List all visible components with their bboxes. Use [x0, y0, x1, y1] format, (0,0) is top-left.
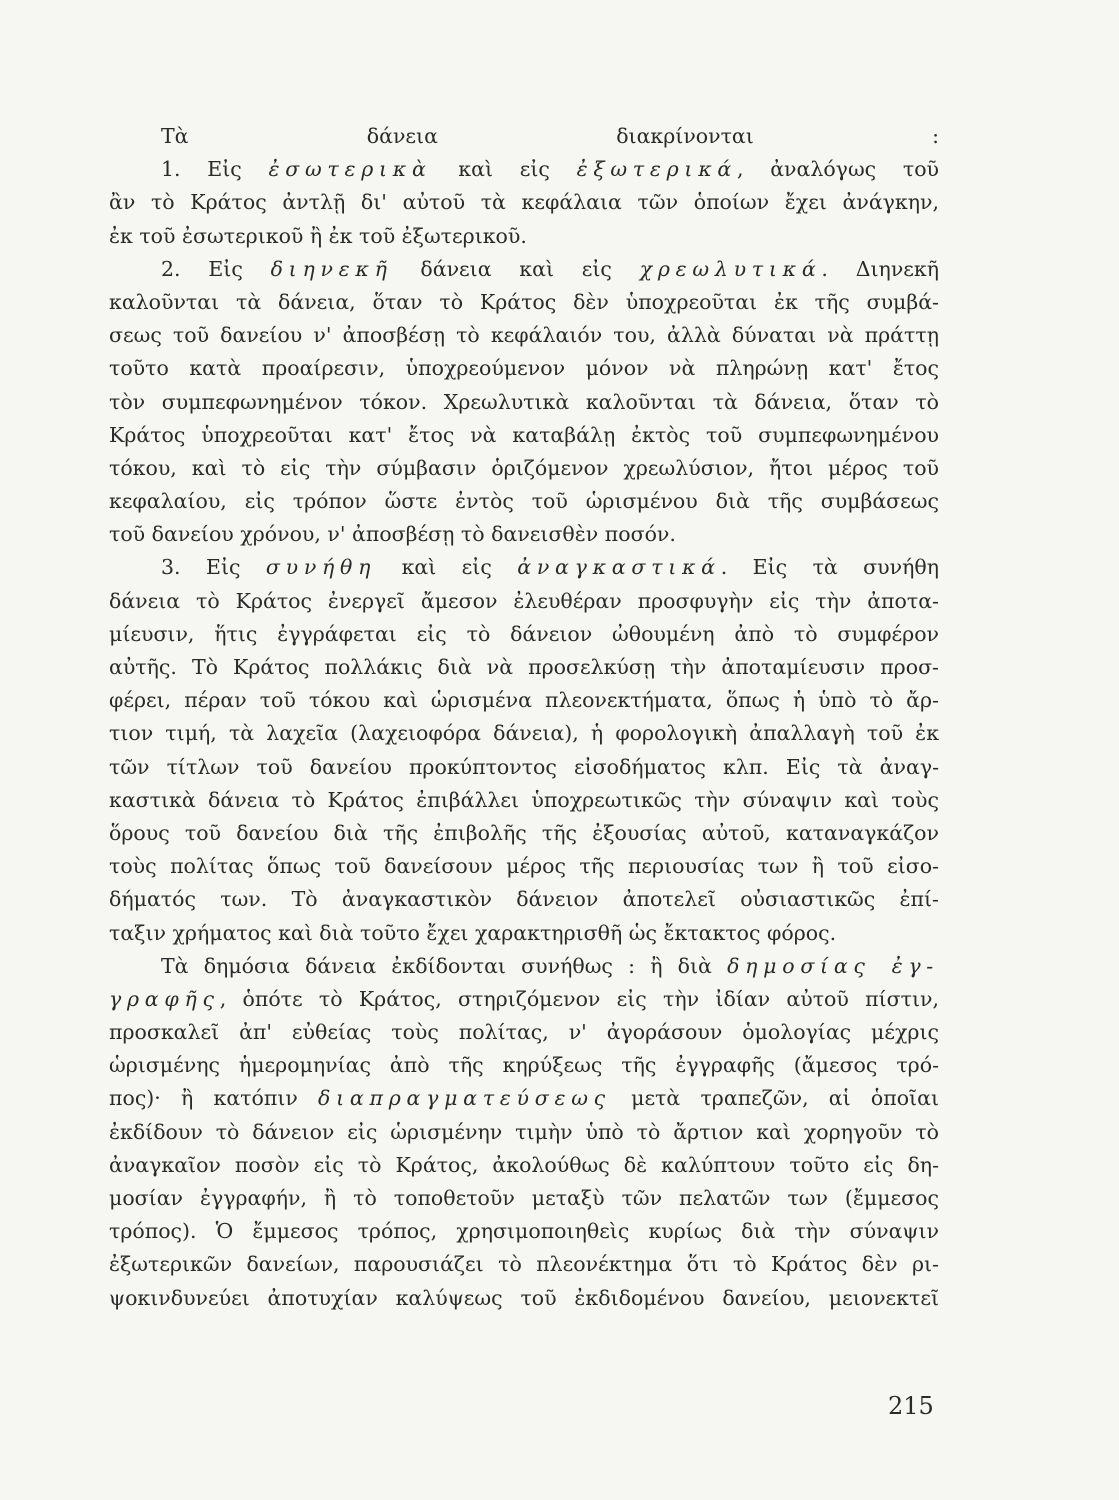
text-line: τὸν συμπεφωνημένον τόκον. Χρεωλυτικὰ καλοῦνται τὰ δάνεια, ὅταν τὸ [109, 389, 939, 414]
text-line: τῶν τίτλων τοῦ δανείου προκύπτοντος εἰσοδήματος κλπ. Εἰς τὰ ἀναγ- [109, 754, 939, 779]
text-line: ὅρους τοῦ δανείου διὰ τῆς ἐπιβολῆς τῆς ἐξουσίας αὐτοῦ, καταναγκάζον [109, 820, 939, 845]
text-line: δάνεια τὸ Κράτος ἐνεργεῖ ἄμεσον ἐλευθέραν προσφυγὴν εἰς τὴν ἀποτα- [109, 588, 939, 613]
text-line: μίευσιν, ἥτις ἐγγράφεται εἰς τὸ δάνειον ὠθουμένη ἀπὸ τὸ συμφέρον [109, 621, 939, 646]
text-line: ἂν τὸ Κράτος ἀντλῇ δι' αὐτοῦ τὰ κεφάλαια τῶν ὁποίων ἔχει ἀνάγκην, [109, 190, 939, 215]
spaced-term: διαπραγματεύσεως [318, 1086, 611, 1111]
text-line: πος)· ἢ κατόπιν διαπραγματεύσεως μετὰ τραπεζῶν, αἱ ὁποῖαι [109, 1086, 939, 1111]
text-line: ἐκ τοῦ ἐσωτερικοῦ ἢ ἐκ τοῦ ἐξωτερικοῦ. [109, 223, 527, 248]
text-line: ταξιν χρήματος καὶ διὰ τοῦτο ἔχει χαρακτηρισθῆ ὡς ἔκτακτος φόρος. [109, 920, 837, 945]
text-line: ἀναγκαῖον ποσὸν εἰς τὸ Κράτος, ἀκολούθως δὲ καλύπτουν τοῦτο εἰς δη- [109, 1152, 939, 1177]
text-line: τιον τιμή, τὰ λαχεῖα (λαχειοφόρα δάνεια), ἡ φορολογικὴ ἀπαλλαγὴ τοῦ ἐκ [109, 721, 939, 746]
text-line: Τὰ δάνεια διακρίνονται : [161, 124, 939, 148]
text-line: 2. Εἰς διηνεκῆ δάνεια καὶ εἰς χρεωλυτικά. Διηνεκῆ [161, 256, 939, 281]
text-line: καλοῦνται τὰ δάνεια, ὅταν τὸ Κράτος δὲν ὑποχρεοῦται ἐκ τῆς συμβά- [109, 289, 939, 314]
spaced-term: δημοσίας ἐγ- [727, 953, 939, 978]
page-number: 215 [888, 1392, 934, 1420]
text-line: προσκαλεῖ ἀπ' εὐθείας τοὺς πολίτας, ν' ἀγοράσουν ὁμολογίας μέχρις [109, 1020, 939, 1045]
spaced-term: ἐσωτερικὰ [268, 157, 432, 182]
text-line: σεως τοῦ δανείου ν' ἀποσβέσῃ τὸ κεφάλαιόν του, ἀλλὰ δύναται νὰ πράττῃ [109, 323, 939, 348]
text-line: φέρει, πέραν τοῦ τόκου καὶ ὡρισμένα πλεονεκτήματα, ὅπως ἡ ὑπὸ τὸ ἄρ- [109, 688, 939, 713]
spaced-term: συνήθη [265, 555, 377, 580]
spaced-term: ἀναγκαστικά [517, 555, 721, 580]
spaced-term: γραφῆς [109, 986, 220, 1011]
text-line: 3. Εἰς συνήθη καὶ εἰς ἀναγκαστικά. Εἰς τὰ συνήθη [161, 555, 940, 580]
body-text [109, 120, 939, 1315]
text-line: μοσίαν ἐγγραφήν, ἢ τὸ τοποθετοῦν μεταξὺ τῶν πελατῶν των (ἔμμεσος [109, 1186, 939, 1210]
text-line: τοῦτο κατὰ προαίρεσιν, ὑποχρεούμενον μόνον νὰ πληρώνῃ κατ' ἔτος [109, 356, 939, 381]
text-line: γραφῆς, ὁπότε τὸ Κράτος, στηριζόμενον εἰς τὴν ἰδίαν αὐτοῦ πίστιν, [109, 986, 939, 1011]
text-line: Τὰ δημόσια δάνεια ἐκδίδονται συνήθως : ἢ διὰ δημοσίας ἐγ- [161, 953, 939, 978]
text-line: 1. Εἰς ἐσωτερικὰ καὶ εἰς ἐξωτερικά, ἀναλόγως τοῦ [161, 157, 939, 182]
text-line: ὡρισμένης ἡμερομηνίας ἀπὸ τῆς κηρύξεως τῆς ἐγγραφῆς (ἄμεσος τρό- [109, 1053, 939, 1078]
spaced-term: ἐξωτερικά [576, 157, 737, 182]
text-line: κεφαλαίου, εἰς τρόπον ὥστε ἐντὸς τοῦ ὡρισμένου διὰ τῆς συμβάσεως [109, 489, 939, 514]
text-line: δήματός των. Τὸ ἀναγκαστικὸν δάνειον ἀποτελεῖ οὐσιαστικῶς ἐπί- [109, 887, 939, 912]
text-line: αὐτῆς. Τὸ Κράτος πολλάκις διὰ νὰ προσελκύσῃ τὴν ἀποταμίευσιν προσ- [109, 655, 939, 679]
spaced-term: διηνεκῆ [270, 256, 393, 281]
text-line: καστικὰ δάνεια τὸ Κράτος ἐπιβάλλει ὑποχρεωτικῶς τὴν σύναψιν καὶ τοὺς [109, 787, 939, 812]
text-line: τόκου, καὶ τὸ εἰς τὴν σύμβασιν ὁριζόμενον χρεωλύσιον, ἤτοι μέρος τοῦ [109, 455, 939, 480]
text-line: τρόπος). Ὁ ἔμμεσος τρόπος, χρησιμοποιηθεὶς κυρίως διὰ τὴν σύναψιν [109, 1219, 939, 1244]
text-line: ἐκδίδουν τὸ δάνειον εἰς ὡρισμένην τιμὴν ὑπὸ τὸ ἄρτιον καὶ χορηγοῦν τὸ [109, 1119, 939, 1144]
text-line: τοὺς πολίτας ὅπως τοῦ δανείσουν μέρος τῆς περιουσίας των ἢ τοῦ εἰσο- [109, 854, 939, 879]
text-line: ἐξωτερικῶν δανείων, παρουσιάζει τὸ πλεονέκτημα ὅτι τὸ Κράτος δὲν ρι- [109, 1252, 939, 1277]
spaced-term: χρεωλυτικά [639, 256, 822, 281]
text-line: Κράτος ὑποχρεοῦται κατ' ἔτος νὰ καταβάλῃ ἐκτὸς τοῦ συμπεφωνημένου [109, 422, 939, 447]
text-line: ψοκινδυνεύει ἀποτυχίαν καλύψεως τοῦ ἐκδιδομένου δανείου, μειονεκτεῖ [109, 1285, 939, 1310]
text-line: τοῦ δανείου χρόνου, ν' ἀποσβέσῃ τὸ δανεισθὲν ποσόν. [109, 522, 676, 547]
